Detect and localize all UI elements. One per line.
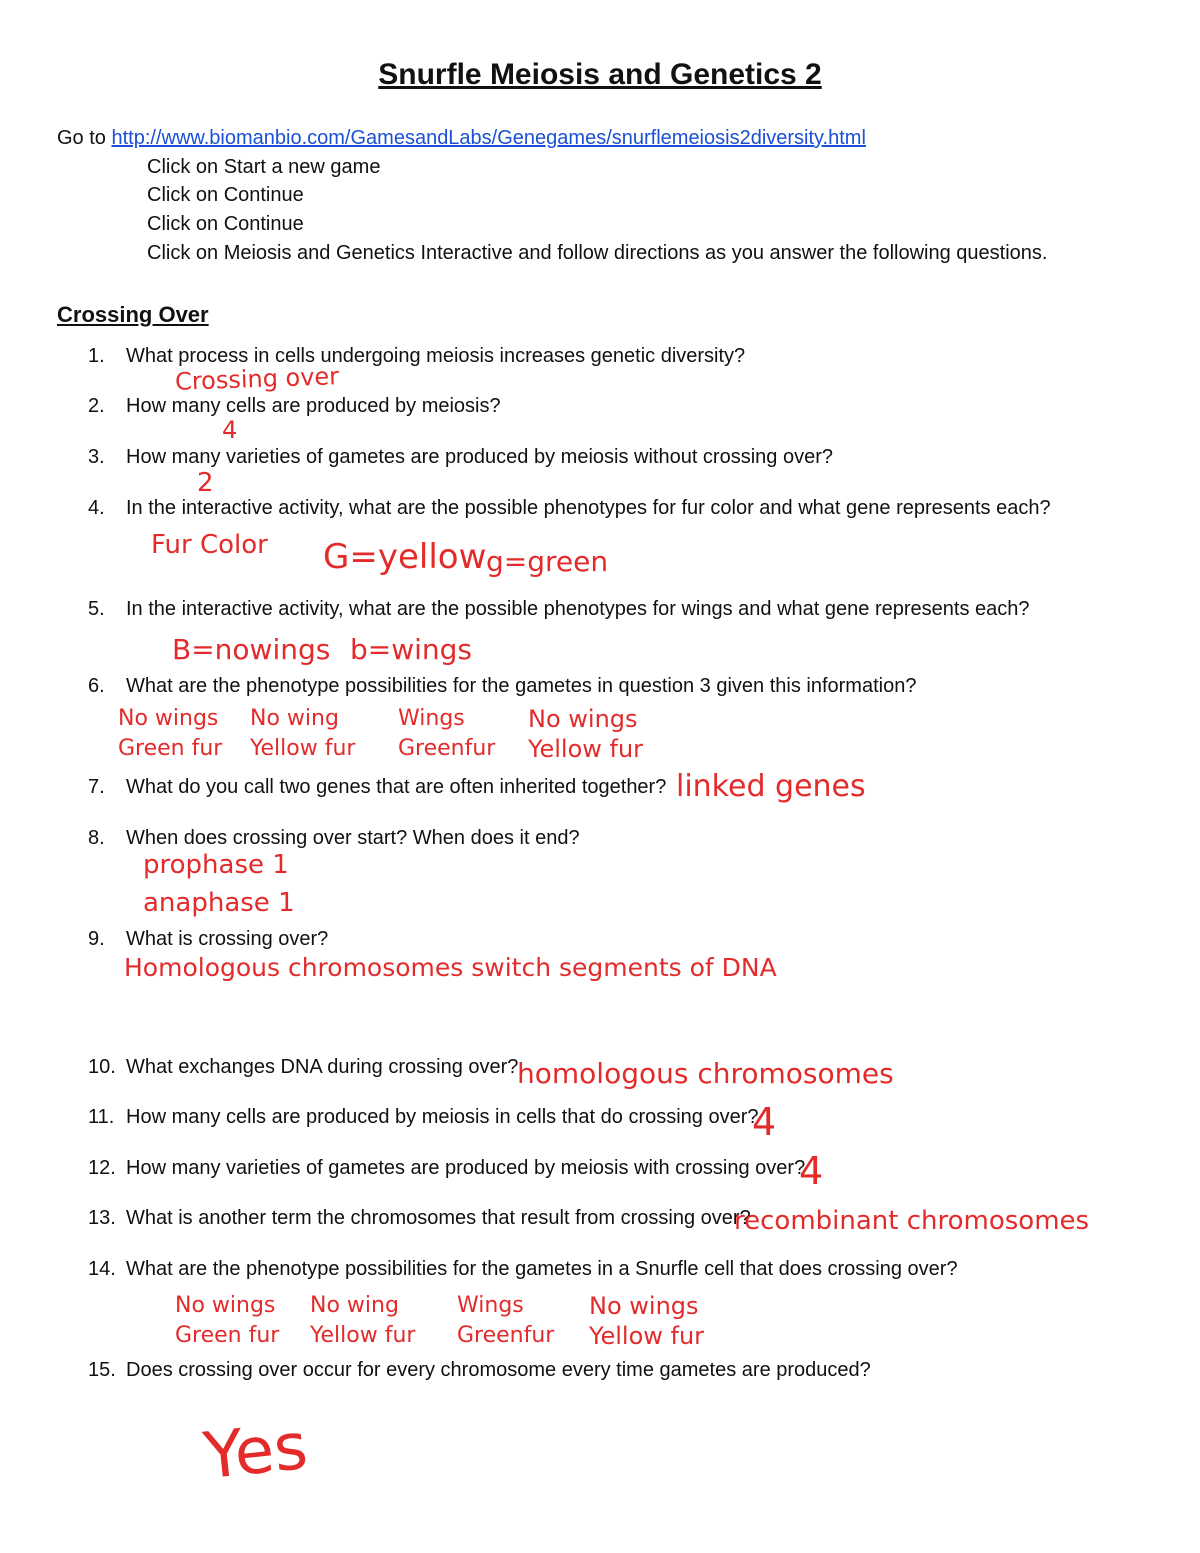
answer-line: Yellow fur <box>310 1323 416 1348</box>
step-3: Click on Continue <box>147 213 304 235</box>
answer-7: linked genes <box>676 769 866 804</box>
answer-8-end: anaphase 1 <box>143 888 295 918</box>
answer-3: 2 <box>197 468 214 498</box>
answer-8-start: prophase 1 <box>143 850 289 880</box>
question-4 <box>88 497 1051 520</box>
question-number: 3. <box>88 446 105 468</box>
answer-2: 4 <box>222 416 238 444</box>
answer-4-fur: Fur Color <box>151 530 268 560</box>
question-number: 8. <box>88 827 105 849</box>
answer-line: Wings <box>457 1293 524 1318</box>
answer-14-option-3 <box>457 1291 554 1351</box>
page-title: Snurfle Meiosis and Genetics 2 <box>378 58 822 91</box>
question-text: What do you call two genes that are often inherited together? <box>126 776 667 798</box>
goto-line <box>57 127 866 150</box>
question-13 <box>88 1207 751 1230</box>
answer-12: 4 <box>799 1149 824 1193</box>
question-number: 9. <box>88 928 105 950</box>
question-text: How many cells are produced by meiosis? <box>126 395 501 417</box>
answer-line: Yellow fur <box>528 735 644 763</box>
question-number: 4. <box>88 497 105 519</box>
answer-11: 4 <box>752 1100 777 1144</box>
question-number: 5. <box>88 598 105 620</box>
answer-14-option-1 <box>175 1291 279 1351</box>
question-text: What process in cells undergoing meiosis increases genetic diversity? <box>126 345 746 367</box>
question-text: What is crossing over? <box>126 928 329 950</box>
answer-4-recessive: g=green <box>486 545 609 578</box>
answer-line: Greenfur <box>457 1323 555 1348</box>
question-number: 10. <box>88 1056 116 1078</box>
answer-6-option-3 <box>398 704 495 764</box>
answer-9: Homologous chromosomes switch segments of DNA <box>124 953 777 982</box>
question-number: 15. <box>88 1359 116 1381</box>
question-text: How many varieties of gametes are produced by meiosis without crossing over? <box>126 446 833 468</box>
game-link[interactable]: http://www.biomanbio.com/GamesandLabs/Genegames/snurflemeiosis2diversity.html <box>111 127 866 149</box>
question-text: What is another term the chromosomes that result from crossing over? <box>126 1207 751 1229</box>
question-text: Does crossing over occur for every chromosome every time gametes are produced? <box>126 1359 871 1381</box>
step-1: Click on Start a new game <box>147 156 381 178</box>
question-8 <box>88 827 580 850</box>
question-number: 12. <box>88 1157 116 1179</box>
answer-14-option-4 <box>589 1291 704 1351</box>
answer-line: No wings <box>528 705 638 733</box>
question-text: What exchanges DNA during crossing over? <box>126 1056 519 1078</box>
question-1 <box>88 345 745 368</box>
answer-line: Green fur <box>175 1323 280 1348</box>
question-number: 1. <box>88 345 105 367</box>
question-14 <box>88 1258 958 1281</box>
question-number: 14. <box>88 1258 116 1280</box>
answer-line: No wings <box>118 706 219 731</box>
question-text: In the interactive activity, what are the possible phenotypes for fur color and what gene represents each? <box>126 497 1051 519</box>
question-text: In the interactive activity, what are the possible phenotypes for wings and what gene represents each? <box>126 598 1030 620</box>
question-text: How many varieties of gametes are produced by meiosis with crossing over? <box>126 1157 806 1179</box>
question-number: 7. <box>88 776 105 798</box>
question-number: 2. <box>88 395 105 417</box>
question-text: When does crossing over start? When does it end? <box>126 827 580 849</box>
answer-13: recombinant chromosomes <box>734 1206 1090 1236</box>
answer-line: Yellow fur <box>589 1322 705 1350</box>
question-text: How many cells are produced by meiosis in cells that do crossing over? <box>126 1106 759 1128</box>
answer-4-dominant: G=yellow <box>323 537 487 577</box>
answer-line: Yellow fur <box>250 736 356 761</box>
question-12 <box>88 1157 805 1180</box>
answer-10: homologous chromosomes <box>517 1057 894 1090</box>
answer-line: Wings <box>398 706 465 731</box>
section-heading: Crossing Over <box>57 302 209 327</box>
answer-line: No wing <box>310 1293 399 1318</box>
answer-5-recessive: b=wings <box>350 633 473 666</box>
answer-5-dominant: B=nowings <box>172 633 331 666</box>
answer-line: No wings <box>589 1292 699 1320</box>
answer-6-option-2 <box>250 704 355 764</box>
answer-6-option-1 <box>118 704 222 764</box>
question-5 <box>88 598 1030 621</box>
question-number: 13. <box>88 1207 116 1229</box>
goto-prefix: Go to <box>57 127 112 149</box>
question-6 <box>88 675 916 698</box>
question-number: 11. <box>88 1106 115 1128</box>
question-9 <box>88 928 328 951</box>
answer-line: Greenfur <box>398 736 496 761</box>
question-15 <box>88 1359 871 1382</box>
answer-line: No wings <box>175 1293 276 1318</box>
answer-line: Green fur <box>118 736 223 761</box>
question-text: What are the phenotype possibilities for the gametes in a Snurfle cell that does crossing over? <box>126 1258 958 1280</box>
answer-14-option-2 <box>310 1291 415 1351</box>
question-3 <box>88 446 833 469</box>
step-4: Click on Meiosis and Genetics Interactive and follow directions as you answer the following questions. <box>147 242 1048 264</box>
step-2: Click on Continue <box>147 184 304 206</box>
question-number: 6. <box>88 675 105 697</box>
answer-15: Yes <box>200 1409 311 1495</box>
question-2 <box>88 395 501 418</box>
answer-line: No wing <box>250 706 339 731</box>
question-7 <box>88 776 666 799</box>
question-11 <box>88 1106 759 1129</box>
question-text: What are the phenotype possibilities for the gametes in question 3 given this information? <box>126 675 917 697</box>
answer-6-option-4 <box>528 704 643 764</box>
question-10 <box>88 1056 518 1079</box>
answer-1: Crossing over <box>174 362 340 396</box>
